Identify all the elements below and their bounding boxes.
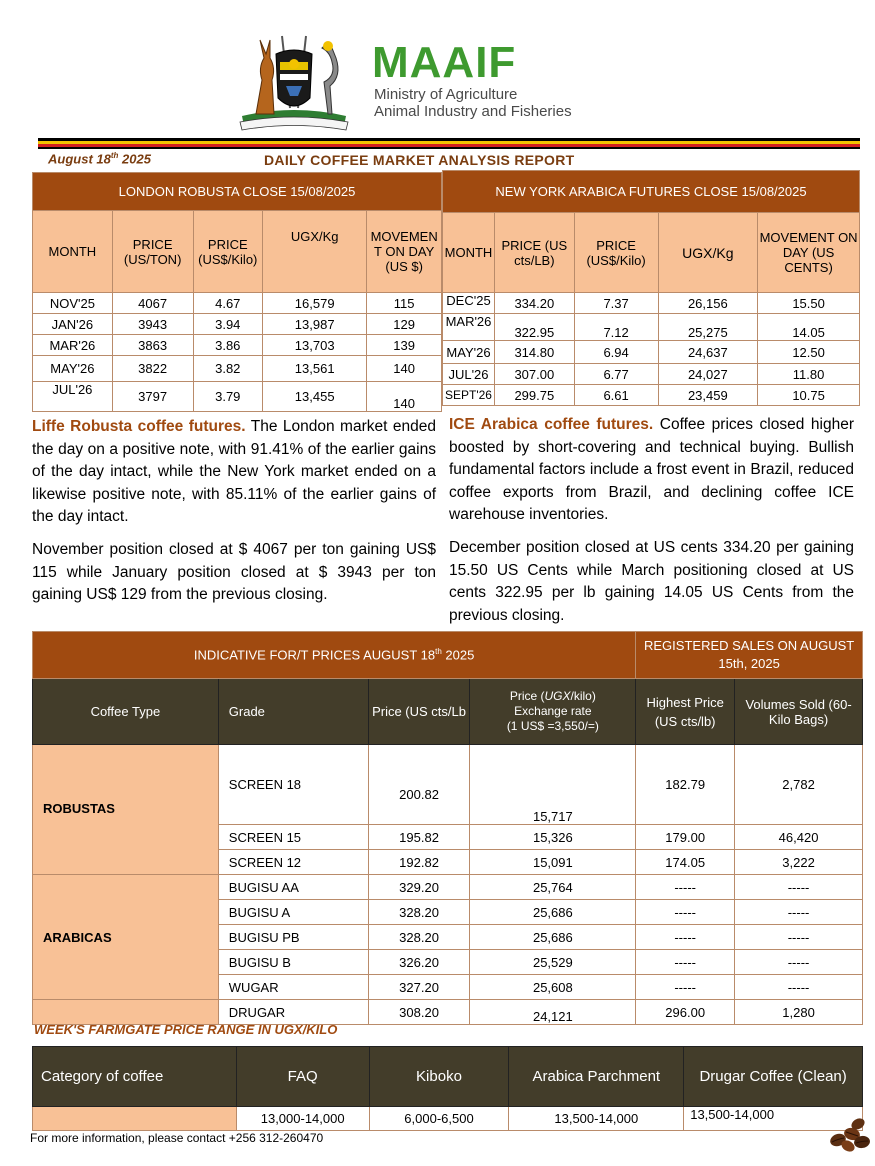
grade-cell: BUGISU A [218,900,368,925]
farmgate-col-faq: FAQ [236,1047,369,1107]
ny-col-movement: MOVEMENT ON DAY (US CENTS) [758,213,860,293]
grade-cell: BUGISU B [218,950,368,975]
price-cell: 192.82 [368,850,470,875]
new-york-arabica-table [442,170,860,406]
volume-cell: ----- [735,950,863,975]
london-cell: 3822 [112,356,193,382]
farmgate-values-row [33,1107,863,1131]
volume-cell: 46,420 [735,825,863,850]
report-title: DAILY COFFEE MARKET ANALYSIS REPORT [264,152,575,168]
farmgate-category-cell [33,1107,237,1131]
farmgate-col-drugar: Drugar Coffee (Clean) [684,1047,863,1107]
ny-col-price-lb: PRICE (US cts/LB) [494,213,574,293]
grade-cell: SCREEN 12 [218,850,368,875]
price-cell: 329.20 [368,875,470,900]
london-cell: 115 [367,293,442,314]
liffe-paragraph-2: November position closed at $ 4067 per ton gaining US$ 115 while January position closed at $ 3943 per ton gaining US$ 129 from the previous closing. [32,541,436,603]
ugx-cell: 15,091 [470,850,636,875]
logo-subtitle-line1: Ministry of Agriculture [374,86,518,103]
ny-cell: 24,027 [658,364,758,385]
ny-cell: 299.75 [494,385,574,406]
col-price-us: Price (US cts/Lb [368,679,470,745]
col-volumes-sold: Volumes Sold (60-Kilo Bags) [735,679,863,745]
table-row [443,341,860,364]
ugx-cell: 25,608 [470,975,636,1000]
farmgate-drugar-value: 13,500-14,000 [684,1107,863,1131]
ny-cell: MAY'26 [443,341,495,364]
ny-cell: 12.50 [758,341,860,364]
ny-cell: 11.80 [758,364,860,385]
volume-cell: 1,280 [735,1000,863,1025]
price-cell: 326.20 [368,950,470,975]
volume-cell: 2,782 [735,745,863,825]
ugx-cell: 24,121 [470,1000,636,1025]
drugar-type-cell [33,1000,219,1025]
farmgate-parchment-value: 13,500-14,000 [509,1107,684,1131]
ny-table-title: NEW YORK ARABICA FUTURES CLOSE 15/08/2025 [443,171,860,213]
farmgate-header-row [33,1047,863,1107]
london-cell: 140 [367,382,442,412]
london-cell: 4.67 [193,293,263,314]
table-row [33,745,863,825]
highest-cell: ----- [636,975,735,1000]
grade-cell: BUGISU PB [218,925,368,950]
ny-header-row [443,213,860,293]
ice-heading: ICE Arabica coffee futures. [449,416,654,433]
ugx-cell: 25,764 [470,875,636,900]
london-cell: MAY'26 [33,356,113,382]
price-cell: 328.20 [368,925,470,950]
london-cell: 13,455 [263,382,367,412]
farmgate-col-arabica-parchment: Arabica Parchment [509,1047,684,1107]
price-cell: 328.20 [368,900,470,925]
ny-cell: 26,156 [658,293,758,314]
london-cell: 13,987 [263,314,367,335]
ugx-cell: 15,717 [470,745,636,825]
ny-cell: 322.95 [494,314,574,341]
london-cell: 13,561 [263,356,367,382]
ugx-cell: 25,529 [470,950,636,975]
london-col-movement: MOVEMEN T ON DAY (US $) [367,211,442,293]
table-row [33,1000,863,1025]
flag-stripe-black-2 [38,147,860,149]
highest-cell: ----- [636,900,735,925]
ice-body: Coffee prices closed higher boosted by short-covering and technical buying. Bullish fundamental factors include a frost event in Brazil, reduced coffee exports from Brazil, and declining coffee ICE warehouse inventories. [449,416,854,523]
london-cell: 3943 [112,314,193,335]
col-coffee-type: Coffee Type [33,679,219,745]
indicative-header-row [33,679,863,745]
london-cell: 140 [367,356,442,382]
farmgate-col-category: Category of coffee [33,1047,237,1107]
ice-paragraph [449,414,854,527]
highest-cell: 179.00 [636,825,735,850]
table-row [443,314,860,341]
sales-title: REGISTERED SALES ON AUGUST 15th, 2025 [636,632,863,679]
london-cell: 3797 [112,382,193,412]
farmgate-faq-value: 13,000-14,000 [236,1107,369,1131]
london-col-month: MONTH [33,211,113,293]
logo-title: MAAIF [372,38,517,87]
ny-cell: 14.05 [758,314,860,341]
ny-cell: 24,637 [658,341,758,364]
grade-cell: SCREEN 18 [218,745,368,825]
table-row [443,293,860,314]
ugx-cell: 15,326 [470,825,636,850]
table-row [33,335,442,356]
highest-cell: 174.05 [636,850,735,875]
london-cell: 4067 [112,293,193,314]
ny-cell: 7.12 [574,314,658,341]
table-row [33,875,863,900]
grade-cell: WUGAR [218,975,368,1000]
table-row [443,385,860,406]
london-cell: MAR'26 [33,335,113,356]
ny-cell: 307.00 [494,364,574,385]
ny-cell: 25,275 [658,314,758,341]
uganda-coat-of-arms-icon [232,18,356,134]
ny-cell: JUL'26 [443,364,495,385]
coffee-beans-icon [826,1112,872,1152]
ny-cell: 334.20 [494,293,574,314]
ny-cell: 314.80 [494,341,574,364]
robustas-label: ROBUSTAS [33,745,219,875]
footer-contact: For more information, please contact +256 312-260470 [30,1131,324,1145]
ny-col-month: MONTH [443,213,495,293]
highest-cell: ----- [636,925,735,950]
price-cell: 308.20 [368,1000,470,1025]
col-highest-price: Highest Price (US cts/lb) [636,679,735,745]
price-cell: 200.82 [368,745,470,825]
indicative-prices-table [32,631,863,1025]
london-cell: 3.82 [193,356,263,382]
highest-cell: 182.79 [636,745,735,825]
grade-cell: DRUGAR [218,1000,368,1025]
farmgate-title: WEEK'S FARMGATE PRICE RANGE IN UGX/KILO [34,1022,338,1037]
volume-cell: ----- [735,875,863,900]
ny-cell: 23,459 [658,385,758,406]
london-cell: 139 [367,335,442,356]
ny-cell: 15.50 [758,293,860,314]
ugx-cell: 25,686 [470,900,636,925]
ugx-cell: 25,686 [470,925,636,950]
volume-cell: ----- [735,900,863,925]
london-robusta-table [32,172,442,412]
table-row [33,356,442,382]
ny-cell: 10.75 [758,385,860,406]
london-cell: 3.86 [193,335,263,356]
ny-cell: SEPT'26 [443,385,495,406]
ny-col-ugx: UGX/Kg [658,213,758,293]
london-cell: 3863 [112,335,193,356]
london-cell: JUL'26 [33,382,113,412]
table-row [33,293,442,314]
price-cell: 195.82 [368,825,470,850]
london-header-row [33,211,442,293]
london-cell: 3.94 [193,314,263,335]
london-cell: JAN'26 [33,314,113,335]
indicative-title: INDICATIVE FOR/T PRICES AUGUST 18th 2025 [33,632,636,679]
london-cell: 16,579 [263,293,367,314]
liffe-heading: Liffe Robusta coffee futures. [32,418,246,435]
arabicas-label: ARABICAS [33,875,219,1000]
london-cell: 13,703 [263,335,367,356]
london-col-price-ton: PRICE (US/TON) [112,211,193,293]
ice-paragraph-2: December position closed at US cents 334.20 per gaining 15.50 US Cents while March positioning closed at US cents 322.95 per lb gaining 14.05 US Cents from the previous closing. [449,539,854,624]
farmgate-col-kiboko: Kiboko [369,1047,509,1107]
table-row [443,364,860,385]
ny-cell: DEC'25 [443,293,495,314]
liffe-paragraph [32,416,436,529]
grade-cell: BUGISU AA [218,875,368,900]
logo-subtitle-line2: Animal Industry and Fisheries [374,103,572,120]
table-row [33,382,442,412]
report-date: August 18th 2025 [48,151,151,167]
col-grade: Grade [218,679,368,745]
ny-cell: 6.94 [574,341,658,364]
liffe-body: The London market ended the day on a positive note, with 91.41% of the earlier gains of the day intact, while the New York market ended on a likewise positive note, with 85.11% of the earlier gains of the day intact. [32,418,436,525]
london-col-ugx: UGX/Kg [263,211,367,293]
volume-cell: 3,222 [735,850,863,875]
highest-cell: ----- [636,950,735,975]
farmgate-price-table [32,1046,863,1131]
ny-cell: 6.77 [574,364,658,385]
ny-col-price-kilo: PRICE (US$/Kilo) [574,213,658,293]
london-table-title: LONDON ROBUSTA CLOSE 15/08/2025 [33,173,442,211]
highest-cell: ----- [636,875,735,900]
ny-cell: MAR'26 [443,314,495,341]
col-price-ugx: Price (UGX/kilo) Exchange rate (1 US$ =3,550/=) [470,679,636,745]
london-cell: 3.79 [193,382,263,412]
ny-cell: 6.61 [574,385,658,406]
farmgate-kiboko-value: 6,000-6,500 [369,1107,509,1131]
london-cell: 129 [367,314,442,335]
volume-cell: ----- [735,925,863,950]
volume-cell: ----- [735,975,863,1000]
grade-cell: SCREEN 15 [218,825,368,850]
ny-cell: 7.37 [574,293,658,314]
london-cell: NOV'25 [33,293,113,314]
table-row [33,314,442,335]
price-cell: 327.20 [368,975,470,1000]
london-col-price-kilo: PRICE (US$/Kilo) [193,211,263,293]
highest-cell: 296.00 [636,1000,735,1025]
